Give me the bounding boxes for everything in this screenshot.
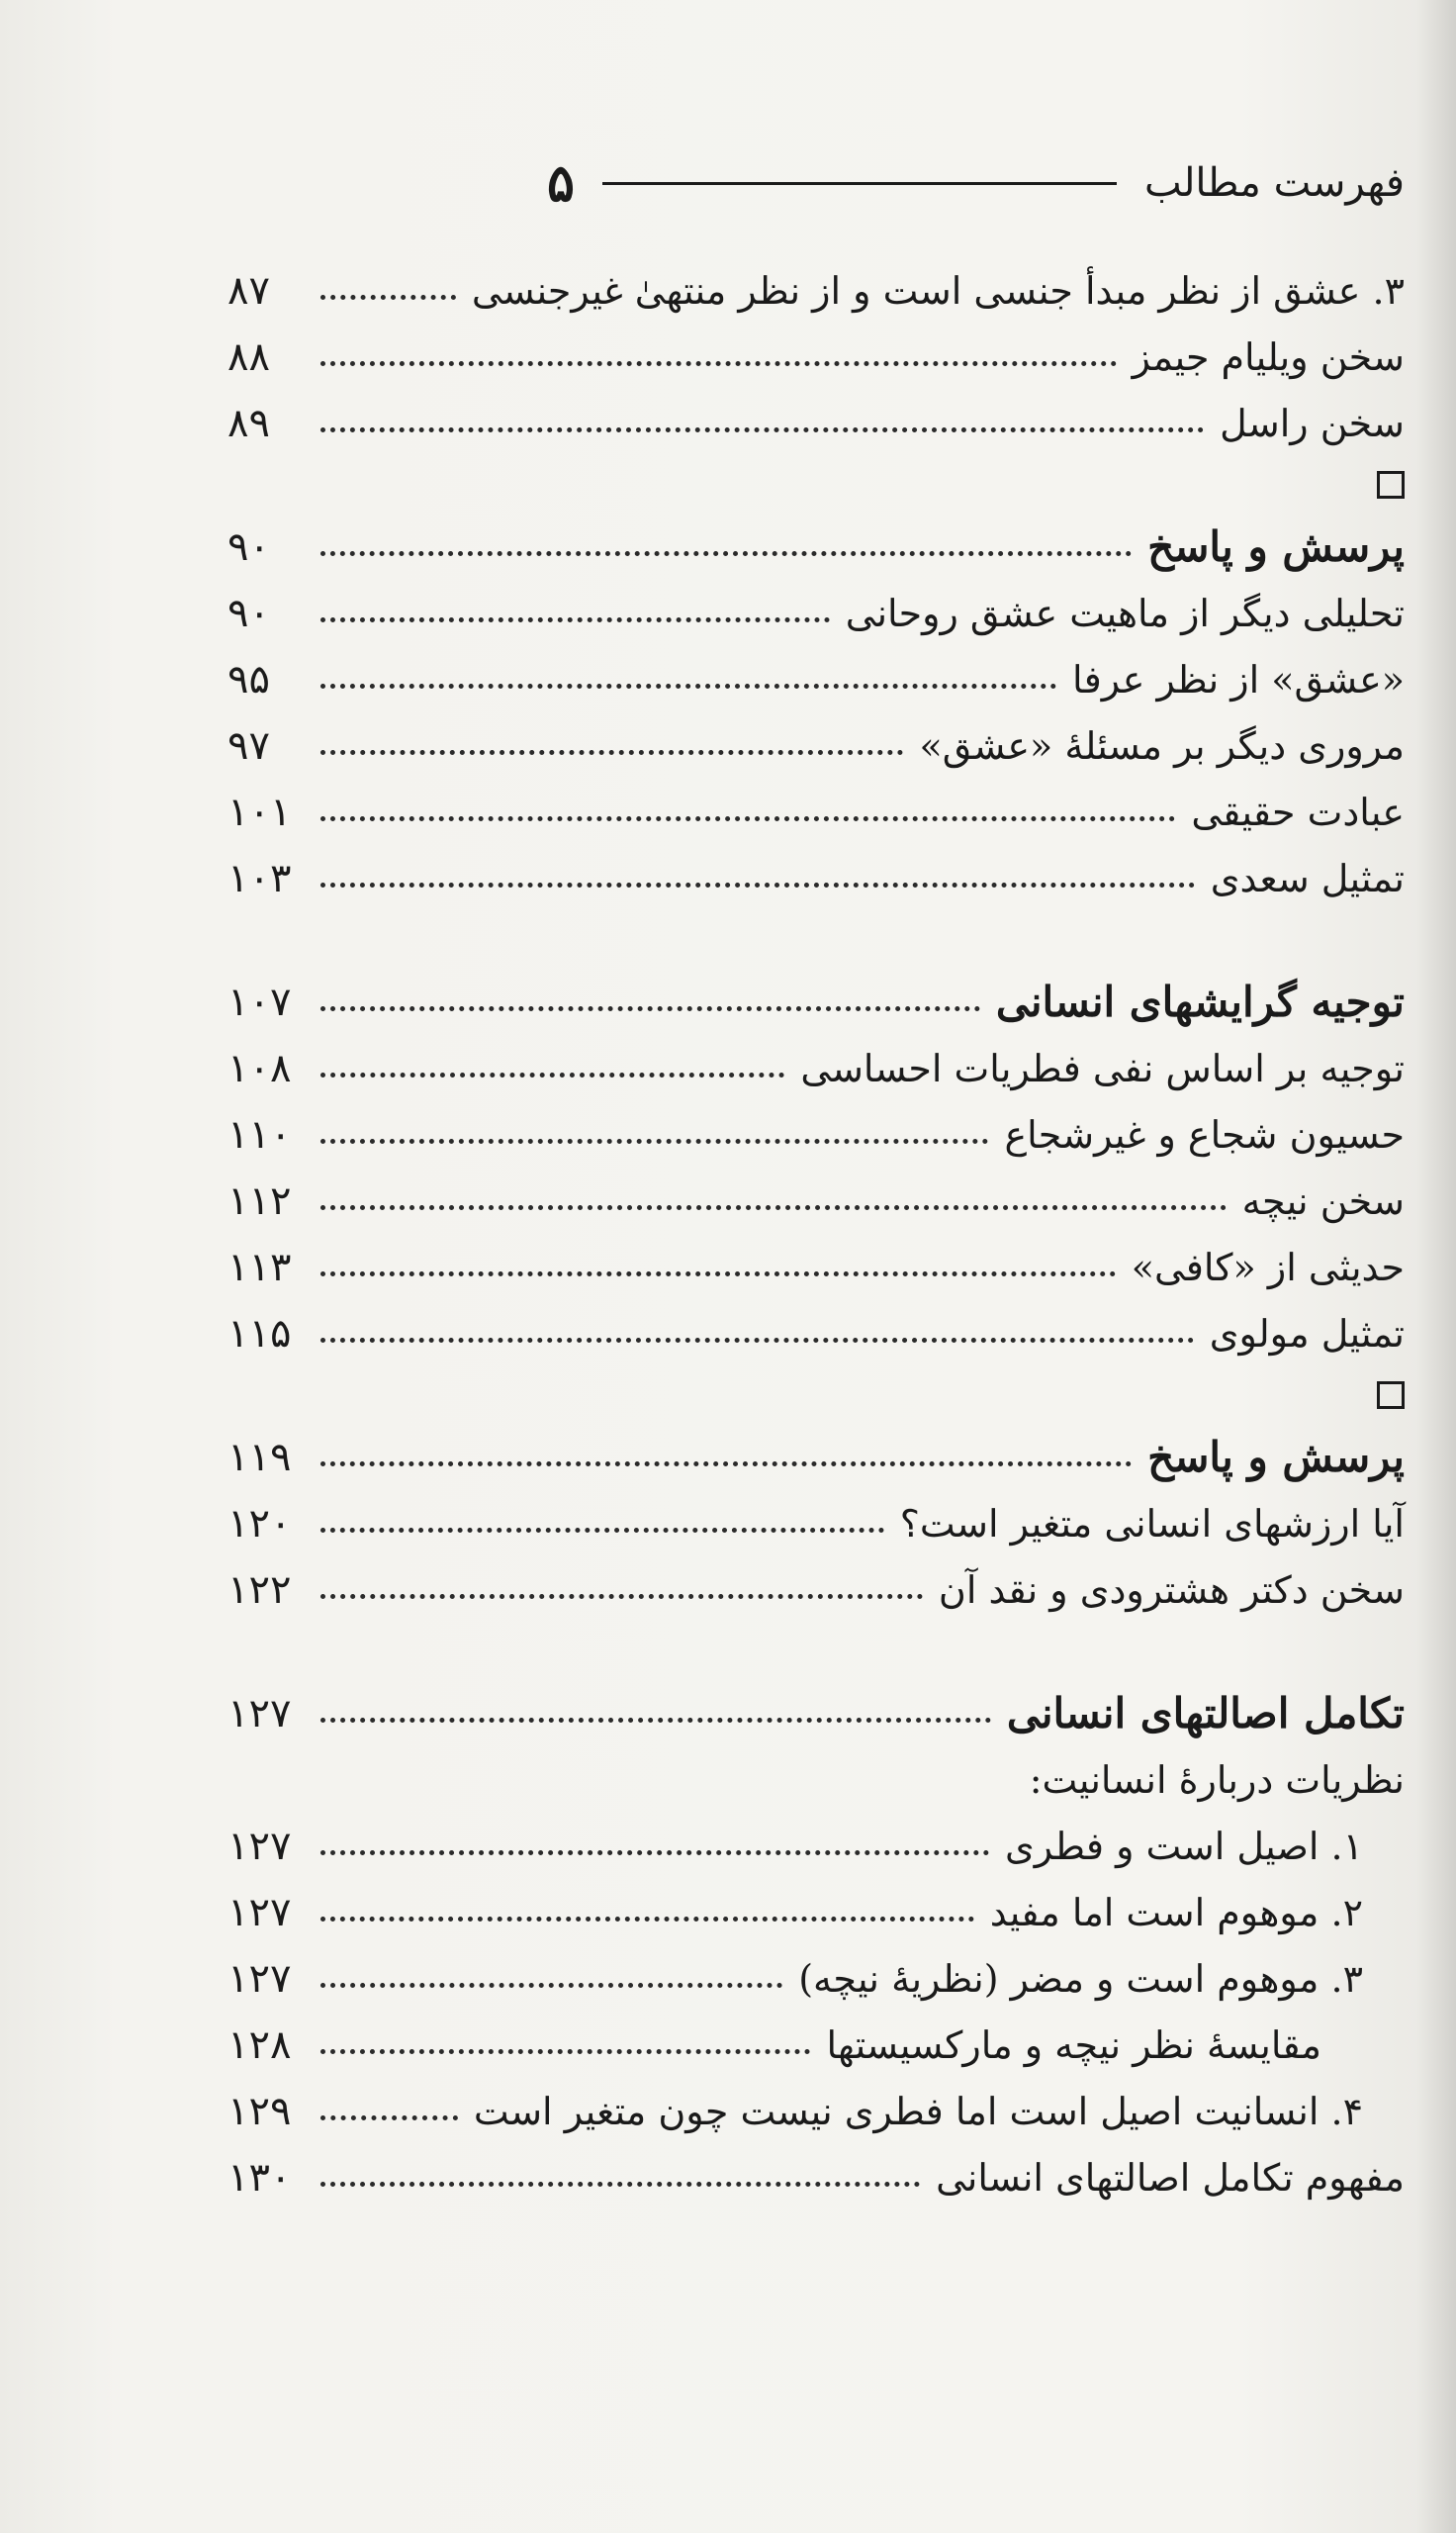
leader-dots (320, 361, 1117, 366)
leader-dots (320, 1461, 1132, 1466)
leader-dots (320, 1006, 980, 1011)
leader-dots (320, 295, 456, 300)
leader-dots (320, 816, 1175, 821)
leader-dots (320, 1073, 784, 1078)
toc-page-number: ۱۲۰ (228, 1500, 292, 1547)
toc-section-heading[interactable]: تکامل اصالتهای انسانی ۱۲۷ (228, 1689, 1405, 1737)
toc-page-number: ۱۰۸ (228, 1045, 292, 1091)
toc-entry[interactable]: توجیه بر اساس نفی فطریات احساسی ۱۰۸ (228, 1045, 1405, 1091)
toc-section-heading[interactable]: توجیه گرایشهای انسانی ۱۰۷ (228, 978, 1405, 1026)
toc-page-number: ۱۱۹ (228, 1434, 292, 1480)
toc-section-heading[interactable]: پرسش و پاسخ ۱۱۹ (228, 1433, 1405, 1481)
section-marker (228, 456, 1405, 514)
toc-page-number: ۹۷ (228, 722, 270, 769)
section-gap (228, 911, 1405, 969)
leader-dots (320, 883, 1195, 888)
leader-dots (320, 1205, 1227, 1210)
toc-page-number: ۱۰۳ (228, 855, 292, 901)
page-edge-shadow (1416, 0, 1456, 2533)
leader-dots (320, 1594, 923, 1599)
toc-entry[interactable]: «عشق» از نظر عرفا ۹۵ (228, 656, 1405, 703)
toc-page-number: ۱۲۹ (228, 2088, 292, 2134)
leader-dots (320, 750, 903, 755)
toc-entry[interactable]: عبادت حقیقی ۱۰۱ (228, 789, 1405, 835)
section-gap (228, 1623, 1405, 1680)
toc-entry[interactable]: ۳. موهوم است و مضر (نظریهٔ نیچه) ۱۲۷ (228, 1955, 1363, 2002)
running-header (228, 148, 1405, 218)
toc-entry[interactable]: سخن نیچه ۱۱۲ (228, 1177, 1405, 1224)
toc-page-number: ۱۰۷ (228, 979, 292, 1025)
header-rule (602, 182, 1117, 185)
toc-subheading: نظریات دربارهٔ انسانیت: (1029, 1757, 1405, 1802)
leader-dots (320, 617, 830, 622)
leader-dots (320, 2115, 458, 2120)
leader-dots (320, 551, 1132, 556)
leader-dots (320, 1983, 782, 1988)
toc-page-number: ۱۲۷ (228, 1955, 292, 2002)
toc-section-heading[interactable]: پرسش و پاسخ ۹۰ (228, 522, 1405, 571)
toc-page-number: ۱۰۱ (228, 789, 292, 835)
square-icon (1377, 471, 1405, 499)
toc-entry[interactable]: حدیثی از «کافی» ۱۱۳ (228, 1244, 1405, 1290)
leader-dots (320, 1528, 884, 1533)
section-marker (228, 1366, 1405, 1424)
toc-page-number: ۹۵ (228, 656, 270, 703)
table-of-contents (228, 257, 1405, 2210)
page-number: ۵ (547, 152, 575, 214)
toc-page-number: ۱۱۳ (228, 1244, 292, 1290)
toc-entry[interactable]: سخن ویلیام جیمز ۸۸ (228, 333, 1405, 380)
toc-page-number: ۸۸ (228, 333, 270, 380)
toc-page-number: ۱۲۷ (228, 1690, 292, 1736)
leader-dots (320, 2182, 920, 2187)
toc-entry[interactable]: تمثیل سعدی ۱۰۳ (228, 855, 1405, 901)
toc-entry[interactable]: سخن راسل ۸۹ (228, 400, 1405, 446)
toc-entry[interactable]: ۲. موهوم است اما مفید ۱۲۷ (228, 1889, 1363, 1935)
leader-dots (320, 427, 1204, 432)
toc-page-number: ۱۳۰ (228, 2154, 292, 2201)
leader-dots (320, 1718, 991, 1723)
toc-page-number: ۱۱۲ (228, 1177, 292, 1224)
toc-page-number: ۹۰ (228, 590, 270, 636)
toc-entry[interactable]: مفهوم تکامل اصالتهای انسانی ۱۳۰ (228, 2154, 1405, 2201)
toc-entry[interactable]: مروری دیگر بر مسئلهٔ «عشق» ۹۷ (228, 722, 1405, 769)
leader-dots (320, 2049, 810, 2054)
toc-page-number: ۱۱۰ (228, 1111, 292, 1158)
toc-entry[interactable]: مقایسهٔ نظر نیچه و مارکسیستها ۱۲۸ (228, 2021, 1321, 2068)
leader-dots (320, 1917, 974, 1922)
toc-entry[interactable]: ۱. اصیل است و فطری ۱۲۷ (228, 1823, 1363, 1869)
toc-page-number: ۱۱۵ (228, 1310, 292, 1357)
toc-entry[interactable]: ۳. عشق از نظر مبدأ جنسی است و از نظر منتهیٰ غیرجنسی ۸۷ (228, 267, 1405, 314)
leader-dots (320, 1139, 988, 1144)
toc-page-number: ۸۷ (228, 267, 270, 314)
toc-entry[interactable]: تحلیلی دیگر از ماهیت عشق روحانی ۹۰ (228, 590, 1405, 636)
leader-dots (320, 684, 1056, 689)
toc-entry[interactable]: حسیون شجاع و غیرشجاع ۱۱۰ (228, 1111, 1405, 1158)
leader-dots (320, 1338, 1194, 1343)
toc-entry[interactable]: تمثیل مولوی ۱۱۵ (228, 1310, 1405, 1357)
toc-page-number: ۱۲۷ (228, 1823, 292, 1869)
header-title: فهرست مطالب (1143, 160, 1405, 206)
leader-dots (320, 1271, 1116, 1276)
toc-entry[interactable]: سخن دکتر هشترودی و نقد آن ۱۲۲ (228, 1566, 1405, 1613)
square-icon (1377, 1381, 1405, 1409)
toc-page-number: ۱۲۲ (228, 1566, 292, 1613)
toc-page-number: ۱۲۸ (228, 2021, 292, 2068)
toc-entry[interactable]: آیا ارزشهای انسانی متغیر است؟ ۱۲۰ (228, 1500, 1405, 1547)
toc-entry[interactable]: ۴. انسانیت اصیل است اما فطری نیست چون متغیر است ۱۲۹ (228, 2088, 1363, 2134)
toc-page-number: ۸۹ (228, 400, 270, 446)
toc-page-number: ۱۲۷ (228, 1889, 292, 1935)
leader-dots (320, 1850, 989, 1855)
toc-page-number: ۹۰ (228, 523, 270, 570)
